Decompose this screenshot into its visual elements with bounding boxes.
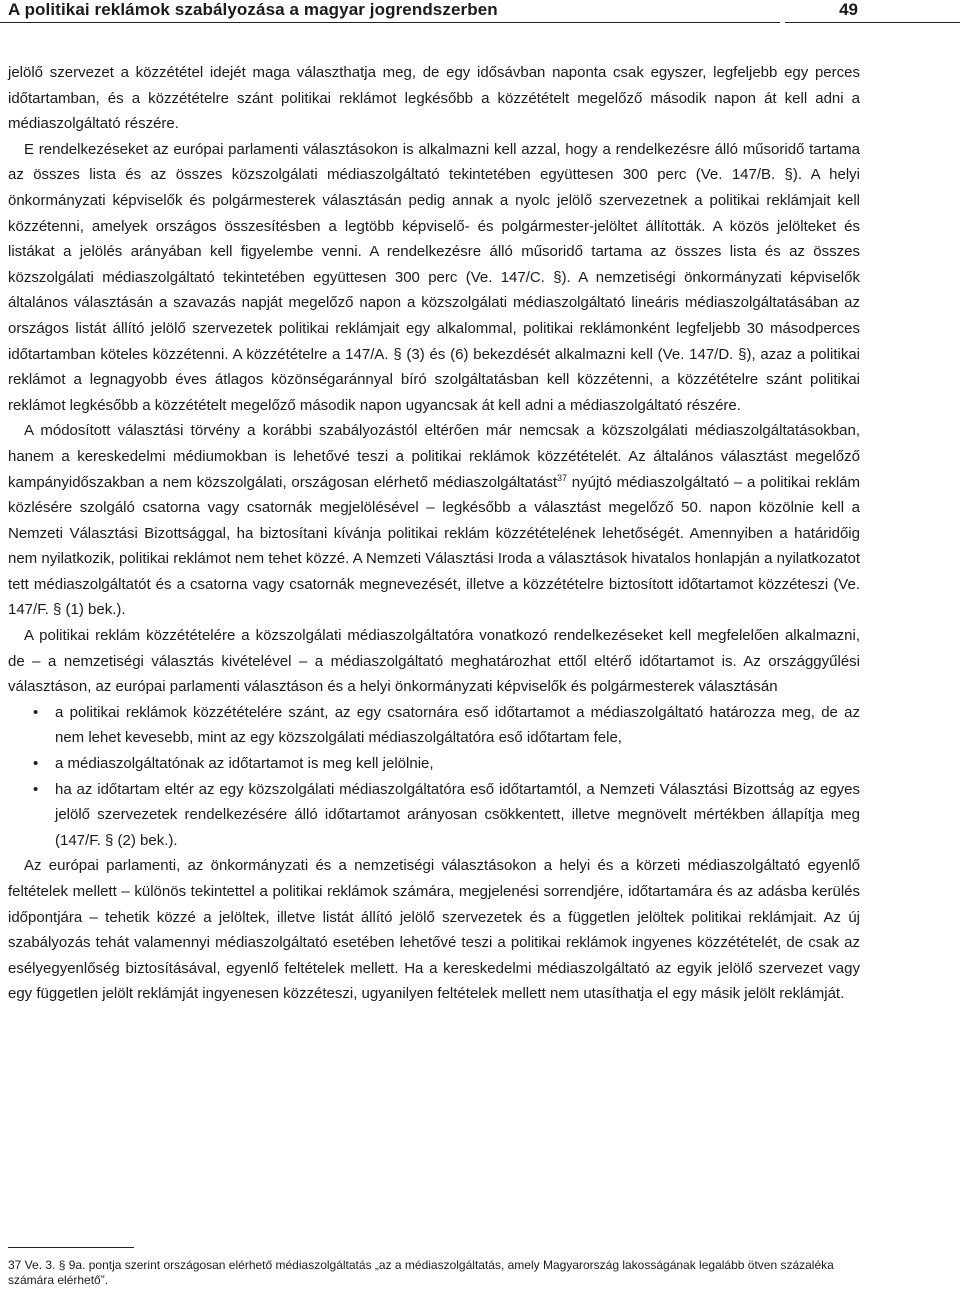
list-item [33,751,860,777]
header-rule [0,22,780,23]
page-number: 49 [839,0,858,19]
paragraph-1: jelölő szervezet a közzététel idejét maga választhatja meg, de egy idősávban naponta csak egyszer, legfeljebb egy perces időtartamban, és a közzétételre szánt politikai reklámot legkésőbb a közzétételt megelőző második napon át kell adni a médiaszolgáltató részére. [8,64,860,133]
list-item-text: a politikai reklámok közzétételére szánt, az egy csatornára eső időtartamot a médiaszolgáltató határozza meg, de az nem lehet kevesebb, mint az egy közszolgálati médiaszolgáltatóra eső időtartam fele, [55,703,860,747]
bullet-icon: • [33,780,39,798]
paragraph-3-text-a: A módosított választási törvény a korábbi szabályozástól eltérően már nemcsak a közszolgálati médiaszolgáltatásokban, hanem a kereskedelmi médiumokban is lehetővé teszi a politikai reklámok közzétételét. Az általános választást megelőző kampányidőszakban a nem közszolgálati, országosan elérhető médiaszolgáltatást [8,422,860,491]
paragraph-2: E rendelkezéseket az európai parlamenti választásokon is alkalmazni kell azzal, hogy a rendelkezésre álló műsoridő tartama az összes lista és az összes közszolgálati médiaszolgáltató tekintetében együttesen 300 perc (Ve. 147/B. §). A helyi önkormányzati képviselők és polgármesterek választásán pedig annak a nyolc jelölő szervezetnek a politikai reklámjait kell közzétenni, amelyek országos összesítésben a legtöbb képviselő- és polgármester-jelöltet állították. A közös jelölteket és listákat a jelölés arányában kell figyelembe venni. A rendelkezésre álló műsoridő tartama az összes lista és az összes közszolgálati médiaszolgáltató tekintetében együttesen 300 perc (Ve. 147/C. §). A nemzetiségi önkormányzati képviselők általános választásán a szavazás napját megelőző napon a közszolgálati médiaszolgáltató lineáris médiaszolgáltatásában az országos listát állító jelölő szervezetek politikai reklámjait egy alkalommal, politikai reklámonként legfeljebb 30 másodperces időtartamban köteles közzétenni. A közzétételre a 147/A. § (3) és (6) bekezdését alkalmazni kell (Ve. 147/D. §), azaz a politikai reklámot a legnagyobb éves átlagos közönségaránnyal bíró szolgáltatásban kell közzétenni, a közzétételre szánt politikai reklámot legkésőbb a közzétételt megelőző második napon ugyancsak át kell adni a médiaszolgáltató részére. [8,140,860,414]
bullet-icon: • [33,755,39,773]
header-rule-right [785,22,960,23]
list-item-text: a médiaszolgáltatónak az időtartamot is meg kell jelölnie, [55,755,434,773]
running-title: A politikai reklámok szabályozása a magyar jogrendszerben [8,0,498,19]
list-item [33,777,860,854]
paragraph-3-text-b: nyújtó médiaszolgáltató – a politikai reklám közlésére szolgáló csatorna vagy csatornák megjelölésével – legkésőbb a választást megelőző 50. napon közölnie kell a Nemzeti Választási Bizottsággal, ha biztosítani kívánja politikai reklám közzétételének lehetőségét. Amennyiben a határidőig nem nyilatkozik, politikai reklámot nem tehet közzé. A Nemzeti Választási Iroda a választások hivatalos honlapján a nyilatkozatot tett médiaszolgáltatót és a csatorna vagy csatornák megnevezését, illetve a közzétételre biztosított időtartamot közzéteszi (Ve. 147/F. § (1) bek.). [8,473,860,619]
list-item-text: ha az időtartam eltér az egy közszolgálati médiaszolgáltatóra eső időtartamtól, a Nemzeti Választási Bizottság az egyes jelölő szervezetek rendelkezésére álló időtartamot arányosan csökkentett, illetve megnövelt mértékben állapítja meg (147/F. § (2) bek.). [55,780,860,849]
footnote-37: 37 Ve. 3. § 9a. pontja szerint országosan elérhető médiaszolgáltatás „az a médiaszolgáltatás, amely Magyarország lakosságának legalább ötven százaléka számára elérhető”. [8,1258,834,1287]
paragraph-5: Az európai parlamenti, az önkormányzati és a nemzetiségi választásokon a helyi és a körzeti médiaszolgáltató egyenlő feltételek mellett – különös tekintettel a politikai reklámok számára, megjelenési sorrendjére, időtartamára és az adásba kerülés időpontjára – tehetik közzé a jelöltek, illetve listát állító jelölő szervezetek és a független jelöltek politikai reklámjait. Az új szabályozás tehát valamennyi médiaszolgáltató esetében lehetővé teszi a politikai reklámok ingyenes közzétételét, de csak az esélyegyenlőség biztosításával, egyenlő feltételek mellett. Ha a kereskedelmi médiaszolgáltató az egyik jelölő szervezet vagy egy független jelölt reklámját ingyenesen közzéteszi, ugyanilyen feltételek mellett nem utasíthatja el egy másik jelölt reklámját. [8,857,860,1003]
rules-list [8,700,860,854]
paragraph-3 [8,418,860,623]
page-header [0,0,960,30]
list-item [33,700,860,751]
footnote-ref-37[interactable]: 37 [556,472,567,483]
bullet-icon: • [33,703,39,721]
paragraph-4: A politikai reklám közzétételére a közszolgálati médiaszolgáltatóra vonatkozó rendelkezéseket kell megfelelően alkalmazni, de – a nemzetiségi választás kivételével – a médiaszolgáltató meghatározhat ettől eltérő időtartamot is. Az országgyűlési választáson, az európai parlamenti választáson és a helyi önkormányzati képviselők és polgármesterek választásán [8,627,860,696]
footnote-rule [8,1247,134,1248]
main-text [8,60,860,1007]
